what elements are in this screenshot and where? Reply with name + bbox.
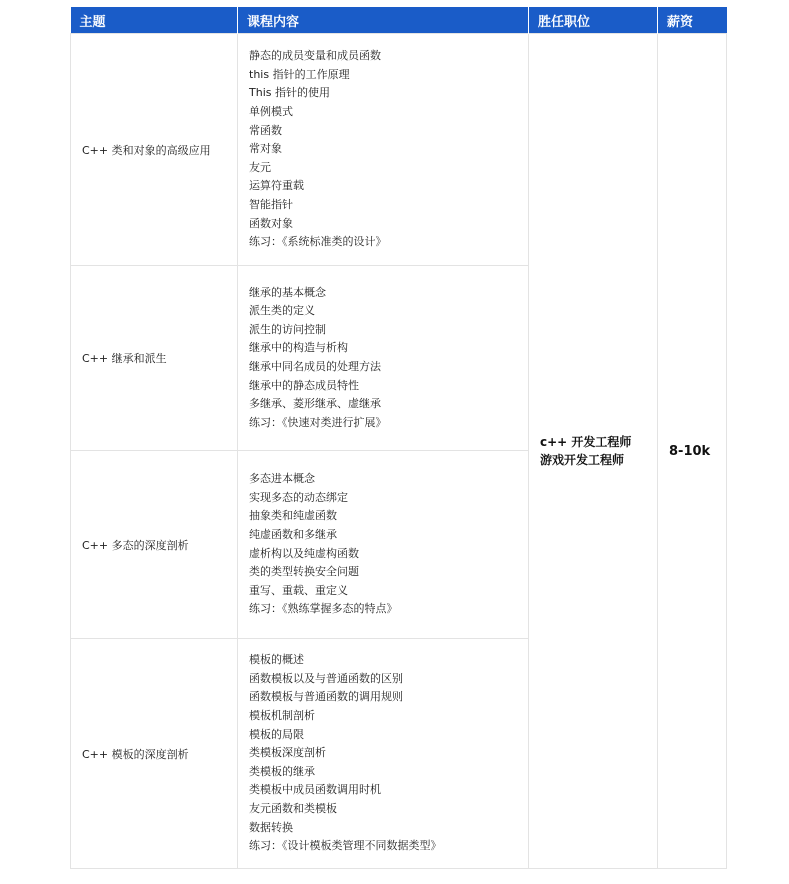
list-item: 常函数	[249, 123, 282, 137]
content-list	[249, 47, 528, 252]
position-cell	[529, 34, 658, 869]
list-item: 智能指针	[249, 197, 293, 211]
header-salary: 薪资	[658, 7, 727, 34]
position-line: c++ 开发工程师	[540, 435, 632, 449]
salary-cell: 8-10k	[658, 34, 727, 869]
content-cell	[238, 34, 529, 266]
list-item: 多继承、菱形继承、虚继承	[249, 397, 381, 411]
content-list	[249, 470, 528, 619]
list-item: 练习：《系统标准类的设计》	[249, 235, 387, 249]
content-cell	[238, 266, 529, 451]
list-item: 单例模式	[249, 105, 293, 119]
topic-cell: C++ 模板的深度剖析	[71, 639, 238, 869]
topic-cell: C++ 继承和派生	[71, 266, 238, 451]
topic-cell: C++ 类和对象的高级应用	[71, 34, 238, 266]
content-cell	[238, 639, 529, 869]
list-item: 派生类的定义	[249, 304, 315, 318]
content-list	[249, 284, 528, 433]
list-item: 实现多态的动态绑定	[249, 490, 348, 504]
list-item: 类模板深度剖析	[249, 746, 326, 760]
list-item: This 指针的使用	[249, 86, 330, 100]
list-item: 模板的概述	[249, 653, 304, 667]
course-table	[70, 7, 727, 869]
list-item: 抽象类和纯虚函数	[249, 509, 337, 523]
list-item: 运算符重载	[249, 179, 304, 193]
list-item: 数据转换	[249, 820, 293, 834]
list-item: 函数对象	[249, 216, 293, 230]
table-row	[71, 34, 727, 266]
header-topic: 主题	[71, 7, 238, 34]
list-item: 练习：《设计模板类管理不同数据类型》	[249, 839, 442, 853]
content-list	[249, 651, 528, 856]
list-item: 继承中的构造与析构	[249, 341, 348, 355]
list-item: 练习：《熟练掌握多态的特点》	[249, 602, 398, 616]
position-line: 游戏开发工程师	[540, 453, 625, 467]
list-item: 友元函数和类模板	[249, 801, 337, 815]
topic-cell: C++ 多态的深度剖析	[71, 451, 238, 639]
list-item: 派生的访问控制	[249, 322, 326, 336]
list-item: 函数模板以及与普通函数的区别	[249, 671, 403, 685]
list-item: 继承中的静态成员特性	[249, 378, 359, 392]
list-item: 友元	[249, 160, 271, 174]
header-content: 课程内容	[238, 7, 529, 34]
list-item: 虚析构以及纯虚构函数	[249, 546, 359, 560]
list-item: 模板的局限	[249, 727, 304, 741]
list-item: 类模板中成员函数调用时机	[249, 783, 381, 797]
list-item: 类模板的继承	[249, 764, 315, 778]
list-item: 类的类型转换安全问题	[249, 565, 359, 579]
list-item: 静态的成员变量和成员函数	[249, 49, 381, 63]
list-item: 纯虚函数和多继承	[249, 527, 337, 541]
list-item: this 指针的工作原理	[249, 67, 350, 81]
list-item: 练习：《快速对类进行扩展》	[249, 415, 387, 429]
list-item: 函数模板与普通函数的调用规则	[249, 690, 403, 704]
content-cell	[238, 451, 529, 639]
table-header	[71, 7, 727, 34]
list-item: 常对象	[249, 142, 282, 156]
list-item: 重写、重载、重定义	[249, 583, 348, 597]
list-item: 继承的基本概念	[249, 285, 326, 299]
header-position: 胜任职位	[529, 7, 658, 34]
list-item: 继承中同名成员的处理方法	[249, 360, 381, 373]
list-item: 多态进本概念	[249, 472, 315, 486]
list-item: 模板机制剖析	[249, 709, 315, 723]
